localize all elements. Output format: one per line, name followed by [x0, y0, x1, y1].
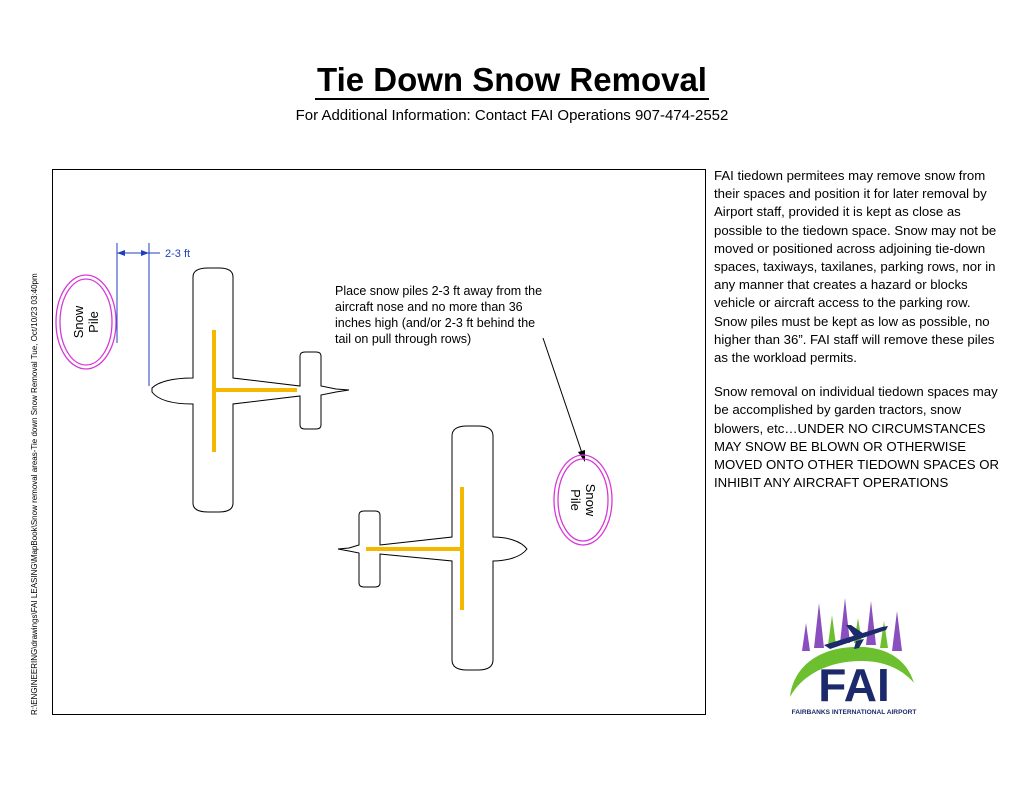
dimension-label: 2-3 ft	[165, 248, 191, 260]
snow-pile-left-label: SnowPile	[71, 305, 101, 339]
snow-pile-right	[554, 455, 612, 545]
info-paragraph-2: Snow removal on individual tiedown spaces may be accomplished by garden tractors, snow blowers, etc…UNDER NO CIRCUMSTANCES MAY SNOW BE BLOWN OR OTHERWISE MOVED ONTO OTHER TIEDOWN SPACES OR INHIBIT ANY AIRCRAFT OPERATIONS	[714, 384, 1000, 491]
snow-pile-instruction: Place snow piles 2-3 ft away from the aircraft nose and no more than 36 inches high (and/or 2-3 ft behind the tail on pull through rows)	[335, 284, 543, 346]
aircraft-1	[152, 268, 349, 512]
logo-caption: FAIRBANKS INTERNATIONAL AIRPORT	[791, 709, 917, 716]
info-paragraph-1: FAI tiedown permitees may remove snow from their spaces and position it for later removal by Airport staff, provided it is kept as close as possible to the tiedown space. Snow may not be moved or positioned across adjoining tie-down spaces, taxiways, taxilanes, parking rows, nor in any manner that creates a hazard or blocks vehicle or aircraft access to the parking row. Snow piles must be kept as low as possible, no higher than 36”. FAI staff will remove these piles as the workload permits.	[714, 168, 997, 366]
file-path-label: R:\ENGINEERING\drawings\FAI LEASING\MapBook\Snow removal areas-Tie down Snow Removal Tue, Oct/10/23 03:40pm	[30, 273, 39, 715]
aircraft-2	[338, 426, 527, 670]
page-title: Tie Down Snow Removal	[317, 61, 707, 98]
fai-logo	[784, 593, 924, 723]
logo-letters: FAI	[818, 659, 890, 711]
aurora-graphic	[802, 598, 902, 651]
info-panel	[714, 167, 1004, 508]
snow-pile-right-label: SnowPile	[568, 483, 598, 517]
snow-pile-left	[56, 275, 116, 369]
contact-subtitle: For Additional Information: Contact FAI Operations 907-474-2552	[295, 107, 729, 124]
dimension-indicator	[117, 243, 190, 386]
leader-arrow	[543, 338, 585, 462]
